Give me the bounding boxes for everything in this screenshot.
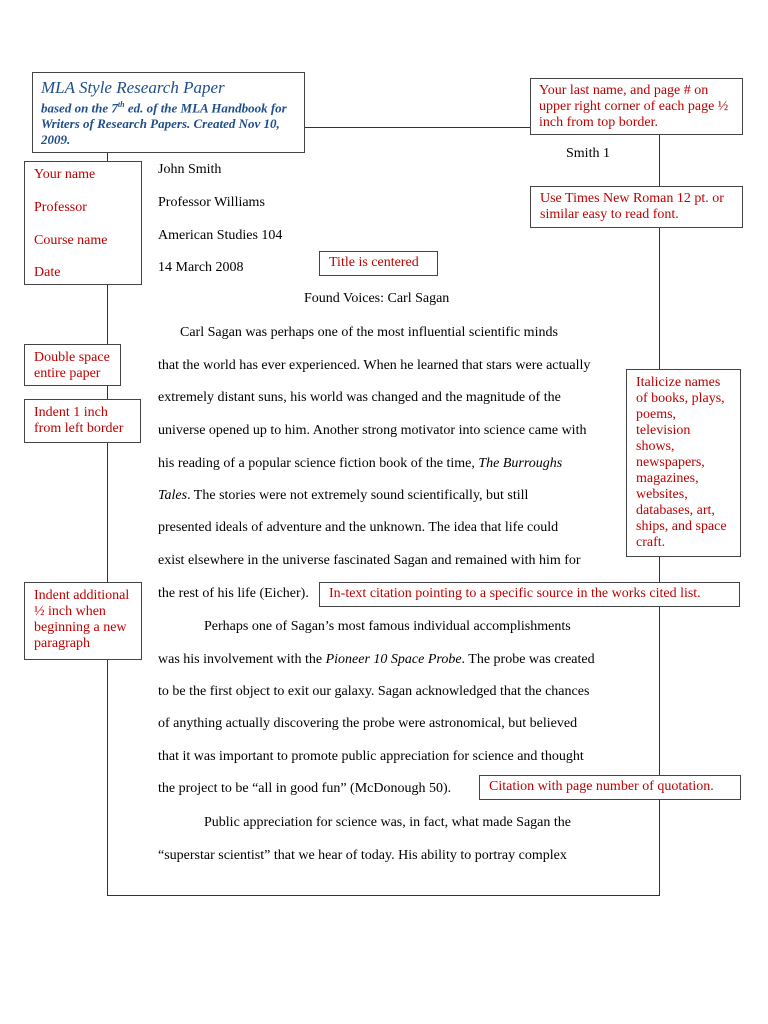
body-line: was his involvement with the Pioneer 10 Space Probe. The probe was created [158, 652, 595, 667]
annotation-double-space [24, 344, 121, 386]
title-box-title: MLA Style Research Paper [41, 78, 225, 97]
body-line: Public appreciation for science was, in fact, what made Sagan the [204, 815, 571, 830]
heading-course: American Studies 104 [158, 228, 283, 243]
annotation-in-text-citation [319, 582, 740, 607]
annotation-italicize [626, 369, 741, 557]
label-your-name: Your name [34, 167, 96, 182]
body-line: universe opened up to him. Another strong motivator into science came with [158, 423, 587, 438]
book-title-italic: The Burroughs [478, 456, 563, 471]
annotation-indent-1-inch-text: Indent 1 inch from left border [34, 405, 124, 436]
label-date: Date [34, 265, 61, 280]
body-line: extremely distant suns, his world was changed and the magnitude of the [158, 390, 561, 405]
body-line: of anything actually discovering the probe were astronomical, but believed [158, 716, 578, 731]
annotation-heading-labels [24, 161, 142, 285]
heading-name: John Smith [158, 162, 222, 177]
title-box-subtitle: based on the 7th ed. of the MLA Handbook for Writers of Research Papers. Created Nov 10, 2009. [41, 100, 287, 148]
annotation-indent-additional [24, 582, 142, 660]
frame-bottom-line [107, 895, 660, 896]
heading-professor: Professor Williams [158, 195, 265, 210]
label-professor: Professor [34, 200, 87, 215]
annotation-last-name [530, 78, 743, 135]
title-connector-line [305, 127, 530, 128]
body-line: to be the first object to exit our galaxy. Sagan acknowledged that the chances [158, 684, 590, 699]
annotation-in-text-citation-text: In-text citation pointing to a specific source in the works cited list. [329, 586, 701, 601]
label-course-name: Course name [34, 233, 108, 248]
book-title-italic: Tales [158, 488, 188, 503]
annotation-double-space-text: Double space entire paper [34, 350, 110, 381]
annotation-font [530, 186, 743, 228]
annotation-title-centered-text: Title is centered [329, 255, 419, 270]
annotation-title-centered [319, 251, 438, 276]
annotation-indent-additional-text: Indent additional ½ inch when beginning a new paragraph [34, 588, 130, 651]
document-title: Found Voices: Carl Sagan [304, 291, 450, 306]
body-line: “superstar scientist” that we hear of today. His ability to portray complex [158, 848, 567, 863]
body-line: the project to be “all in good fun” (McDonough 50). [158, 781, 452, 796]
title-box [32, 72, 305, 153]
annotation-italicize-text: Italicize names of books, plays, poems, television shows, newspapers, magazines, websites, databases, art, ships, and space craft. [636, 375, 727, 550]
annotation-last-name-text: Your last name, and page # on upper right corner of each page ½ inch from top border. [539, 83, 729, 130]
running-head: Smith 1 [566, 146, 610, 161]
body-line: presented ideals of adventure and the unknown. The idea that life could [158, 520, 559, 535]
body-line: Carl Sagan was perhaps one of the most influential scientific minds [180, 325, 558, 340]
body-line: Perhaps one of Sagan’s most famous individual accomplishments [204, 619, 571, 634]
annotation-citation-page [479, 775, 741, 800]
body-line: his reading of a popular science fiction book of the time, The Burroughs [158, 456, 563, 471]
heading-date: 14 March 2008 [158, 260, 244, 275]
annotation-font-text: Use Times New Roman 12 pt. or similar easy to read font. [540, 191, 724, 222]
body-line: the rest of his life (Eicher). [158, 586, 309, 601]
annotation-citation-page-text: Citation with page number of quotation. [489, 779, 714, 794]
body-line: that the world has ever experienced. When he learned that stars were actually [158, 358, 591, 373]
body-line: exist elsewhere in the universe fascinated Sagan and remained with him for [158, 553, 581, 568]
probe-name-italic: Pioneer 10 Space Probe [325, 652, 462, 667]
annotation-indent-1-inch [24, 399, 141, 443]
body-line: that it was important to promote public appreciation for science and thought [158, 749, 584, 764]
body-line: Tales. The stories were not extremely sound scientifically, but still [158, 488, 529, 503]
